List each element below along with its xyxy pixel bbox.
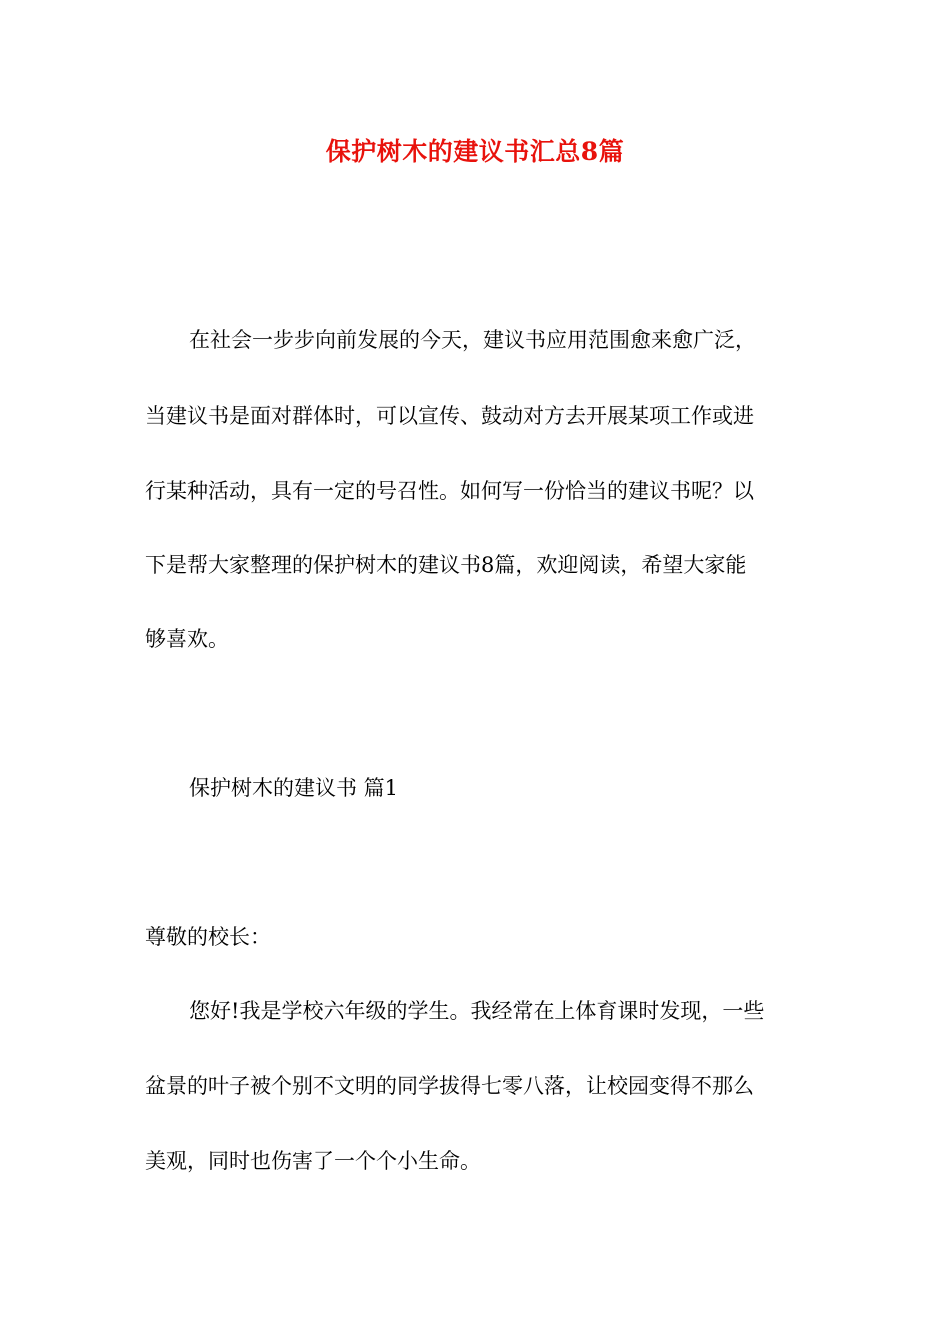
section-heading: 保护树木的建议书 篇1	[189, 776, 399, 800]
salutation: 尊敬的校长：	[145, 925, 271, 949]
intro-line-2: 当建议书是面对群体时，可以宣传、鼓动对方去开展某项工作或进	[145, 404, 754, 428]
body-line-1: 您好!我是学校六年级的学生。我经常在上体育课时发现，一些	[189, 999, 765, 1023]
document-title: 保护树木的建议书汇总8篇	[325, 137, 625, 166]
intro-line-1: 在社会一步步向前发展的今天，建议书应用范围愈来愈广泛，	[189, 328, 756, 352]
intro-line-5: 够喜欢。	[145, 627, 229, 651]
intro-line-3: 行某种活动，具有一定的号召性。如何写一份恰当的建议书呢？以	[145, 479, 754, 503]
intro-line-4: 下是帮大家整理的保护树木的建议书8篇，欢迎阅读，希望大家能	[145, 553, 747, 577]
body-line-2: 盆景的叶子被个别不文明的同学拔得七零八落，让校园变得不那么	[145, 1074, 754, 1098]
body-line-3: 美观，同时也伤害了一个个小生命。	[145, 1149, 481, 1173]
